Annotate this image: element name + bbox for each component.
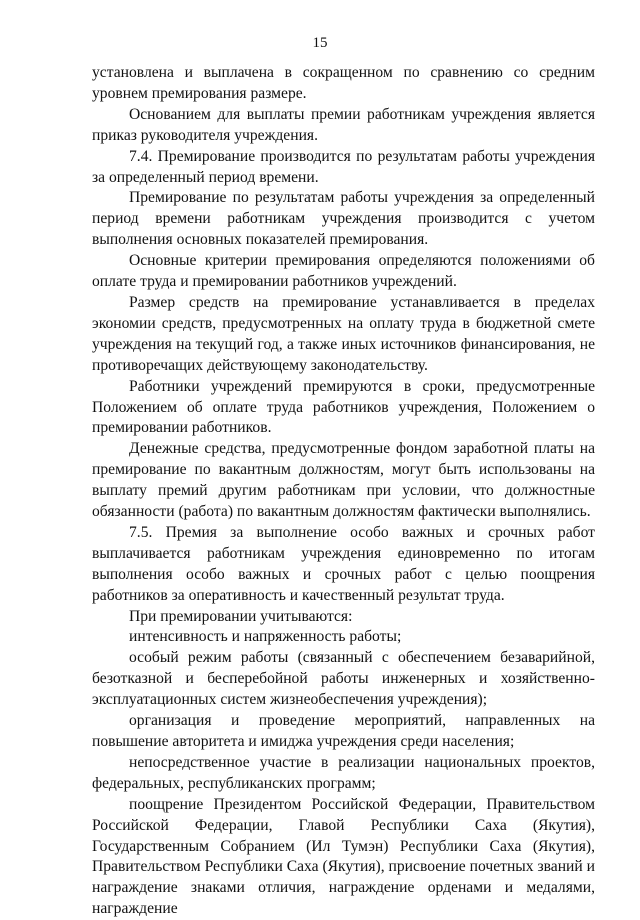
paragraph-continuation: установлена и выплачена в сокращенном по сравнению со средним уровнем премирования размере. bbox=[92, 64, 595, 102]
list-item-awards: поощрение Президентом Российской Федерации, Правительством Российской Федерации, Главой Республики Саха (Якутия), Государственным Собранием (Ил Тумэн) Республики Саха (Якутия), Правительством Республики Саха (Якутия), присвоение почетных званий и награждение знаками отличия, награждение орденами и медалями, награждение bbox=[92, 795, 595, 918]
list-item-events: организация и проведение мероприятий, направленных на повышение авторитета и имиджа учреждения среди населения; bbox=[92, 712, 595, 750]
paragraph-premium-basis: Основанием для выплаты премии работникам учреждения является приказ руководителя учреждения. bbox=[92, 105, 595, 144]
page-number: 15 bbox=[312, 35, 328, 51]
paragraph-terms: Работники учреждений премируются в сроки, предусмотренные Положением об оплате труда работников учреждения, Положением о премировании работников. bbox=[92, 377, 595, 437]
document-body bbox=[92, 63, 595, 920]
paragraph-main-criteria: Основные критерии премирования определяются положениями об оплате труда и премировании работников учреждений. bbox=[92, 252, 595, 291]
paragraph-considered: При премировании учитываются: bbox=[129, 607, 353, 625]
paragraph-period-results: Премирование по результатам работы учреждения за определенный период времени работникам учреждения производится с учетом выполнения основных показателей премирования. bbox=[92, 189, 595, 249]
list-item-special-mode: особый режим работы (связанный с обеспечением безаварийной, безотказной и бесперебойной работы инженерных и хозяйственно-эксплуатационных систем жизнеобеспечения учреждения); bbox=[92, 649, 595, 709]
paragraph-7-4: 7.4. Премирование производится по результатам работы учреждения за определенный период времени. bbox=[92, 147, 595, 186]
list-item-intensity: интенсивность и напряженность работы; bbox=[129, 628, 402, 646]
paragraph-vacant-positions: Денежные средства, предусмотренные фондом заработной платы на премирование по вакантным должностям, могут быть использованы на выплату премий другим работникам при условии, что должностные обязанности (работа) по вакантным должностям фактически выполнялись. bbox=[92, 440, 595, 521]
paragraph-funds-size: Размер средств на премирование устанавливается в пределах экономии средств, предусмотренных на оплату труда в бюджетной смете учреждения на текущий год, а также иных источников финансирования, не противоречащих действующему законодательству. bbox=[92, 293, 595, 374]
paragraph-7-5: 7.5. Премия за выполнение особо важных и срочных работ выплачивается работникам учреждения единовременно по итогам выполнения особо важных и срочных работ с целью поощрения работников за оперативность и качественный результат труда. bbox=[92, 523, 595, 604]
list-item-national-projects: непосредственное участие в реализации национальных проектов, федеральных, республиканских программ; bbox=[92, 753, 595, 792]
